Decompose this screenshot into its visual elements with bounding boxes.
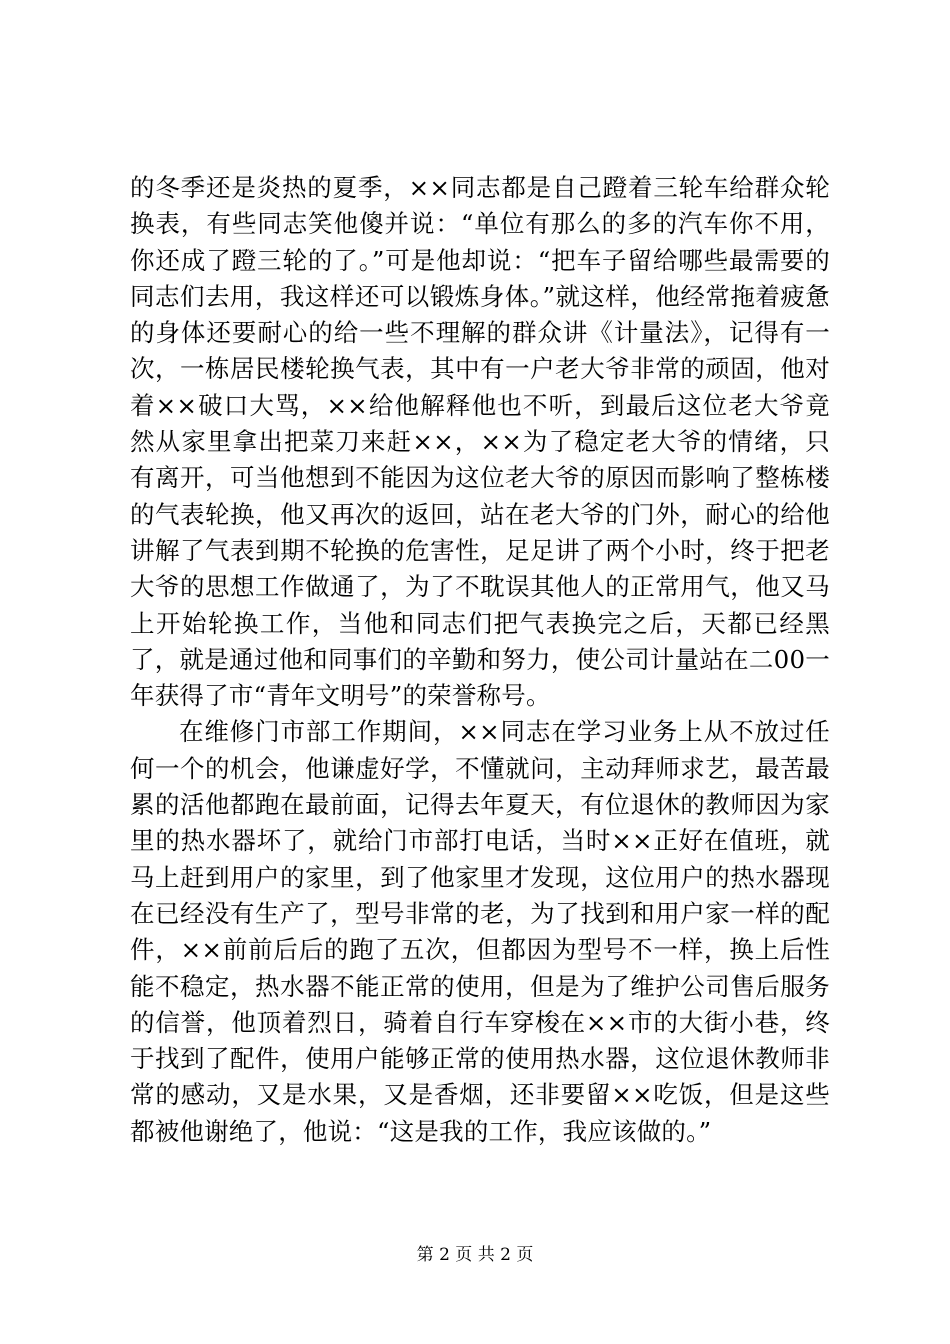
document-body [130, 170, 830, 1150]
page-footer: 第 2 页 共 2 页 [416, 1245, 534, 1265]
paragraph-repair-shop: 在维修门市部工作期间，××同志在学习业务上从不放过任何一个的机会，他谦虚好学，不懂就问，主动拜师求艺，最苦最累的活他都跑在最前面，记得去年夏天，有位退休的教师因为家里的热水器坏了，就给门市部打电话，当时××正好在值班，就马上赶到用户的家里，到了他家里才发现，这位用户的热水器现在已经没有生产了，型号非常的老，为了找到和用户家一样的配件，××前前后后的跑了五次，但都因为型号不一样，换上后性能不稳定，热水器不能正常的使用，但是为了维护公司售后服务的信誉，他顶着烈日，骑着自行车穿梭在××市的大街小巷，终于找到了配件，使用户能够正常的使用热水器，这位退休教师非常的感动，又是水果，又是香烟，还非要留××吃饭，但是这些都被他谢绝了，他说：“这是我的工作，我应该做的。” [130, 717, 830, 1146]
paragraph-continuation: 的冬季还是炎热的夏季，××同志都是自己蹬着三轮车给群众轮换表，有些同志笑他傻并说：“单位有那么的多的汽车你不用，你还成了蹬三轮的了。”可是他却说：“把车子留给哪些最需要的同志们去用，我这样还可以锻炼身体。”就这样，他经常拖着疲惫的身体还要耐心的给一些不理解的群众讲《计量法》，记得有一次，一栋居民楼轮换气表，其中有一户老大爷非常的顽固，他对着××破口大骂，××给他解释他也不听，到最后这位老大爷竟然从家里拿出把菜刀来赶××，××为了稳定老大爷的情绪，只有离开，可当他想到不能因为这位老大爷的原因而影响了整栋楼的气表轮换，他又再次的返回，站在老大爷的门外，耐心的给他讲解了气表到期不轮换的危害性，足足讲了两个小时，终于把老大爷的思想工作做通了，为了不耽误其他人的正常用气，他又马上开始轮换工作，当他和同志们把气表换完之后，天都已经黑了，就是通过他和同事们的辛勤和努力，使公司计量站在二00一年获得了市“青年文明号”的荣誉称号。 [130, 173, 830, 711]
